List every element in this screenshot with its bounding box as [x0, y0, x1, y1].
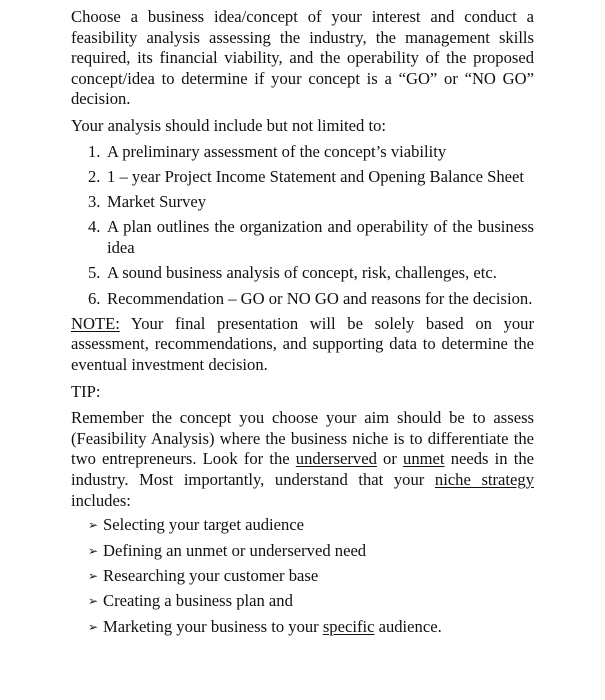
- requirement-number: 5.: [88, 263, 101, 283]
- requirement-text: Market Survey: [107, 192, 207, 212]
- arrow-bullet-icon: ➢: [88, 543, 99, 558]
- document-page: [71, 7, 534, 642]
- arrow-bullet-icon: ➢: [88, 568, 99, 583]
- requirement-item-2: [71, 167, 534, 188]
- niche-item-text: Selecting your target audience: [103, 515, 305, 535]
- requirement-item-3: [71, 192, 534, 213]
- requirement-number: 3.: [88, 192, 101, 212]
- requirement-text: A plan outlines the organization and operability of the business idea: [107, 217, 534, 257]
- note-text: Your final presentation will be solely based on your assessment, recommendations, and supporting data to determine the eventual investment decision.: [71, 313, 534, 375]
- arrow-bullet-icon: ➢: [88, 619, 99, 634]
- niche-item-2: [71, 541, 534, 562]
- intro-paragraph: Choose a business idea/concept of your interest and conduct a feasibility analysis assessing the industry, the management skills required, its financial viability, and the operability of the proposed concept/idea to determine if your concept is a “GO” or “NO GO” decision.: [71, 7, 534, 109]
- requirement-text: 1 – year Project Income Statement and Opening Balance Sheet: [107, 166, 525, 186]
- remember-text: or: [376, 449, 404, 469]
- requirement-number: 2.: [88, 166, 101, 186]
- niche-item-3: [71, 566, 534, 587]
- niche-item-text: Creating a business plan and: [103, 591, 293, 611]
- remember-paragraph: [71, 408, 534, 511]
- tip-heading: TIP:: [71, 381, 101, 401]
- niche-strategy-term: niche strategy: [434, 470, 534, 489]
- note-label: NOTE:: [71, 313, 120, 333]
- niche-strategy-list: [71, 515, 534, 637]
- specific-term: specific: [322, 616, 375, 636]
- arrow-bullet-icon: ➢: [88, 518, 99, 533]
- requirement-item-1: [71, 142, 534, 163]
- requirement-text: A sound business analysis of concept, risk, challenges, etc.: [107, 263, 497, 283]
- niche-item-1: [71, 515, 534, 536]
- requirement-number: 4.: [88, 217, 101, 237]
- unmet-term: unmet: [403, 449, 445, 469]
- niche-item-text-part: Marketing your business to your: [103, 616, 323, 636]
- niche-item-text-part: audience.: [374, 616, 442, 636]
- requirement-item-4: [71, 217, 534, 258]
- niche-item-text: Defining an unmet or underserved need: [103, 540, 367, 560]
- analysis-lead: Your analysis should include but not limited to:: [71, 115, 386, 135]
- requirement-text: A preliminary assessment of the concept’s viability: [107, 141, 447, 161]
- arrow-bullet-icon: ➢: [88, 594, 99, 609]
- remember-text: needs in the industry. Most importantly, understand that your: [71, 449, 534, 489]
- requirement-item-5: [71, 263, 534, 284]
- note-paragraph: [71, 314, 534, 376]
- niche-item-4: [71, 591, 534, 612]
- requirement-text: Recommendation – GO or NO GO and reasons for the decision.: [107, 288, 533, 308]
- remember-text: includes:: [71, 490, 131, 510]
- underserved-term: underserved: [295, 449, 377, 469]
- niche-item-text: Researching your customer base: [103, 565, 319, 585]
- requirement-item-6: [71, 289, 534, 310]
- requirements-list: [71, 142, 534, 310]
- requirement-number: 6.: [88, 288, 101, 308]
- requirement-number: 1.: [88, 141, 101, 161]
- niche-item-5: [71, 617, 534, 638]
- remember-text: Remember the concept you choose your aim should be to assess (Feasibility Analysis) where the business niche is to differentiate the two entrepreneurs. Look for the: [71, 408, 534, 469]
- niche-item-text: [103, 617, 442, 636]
